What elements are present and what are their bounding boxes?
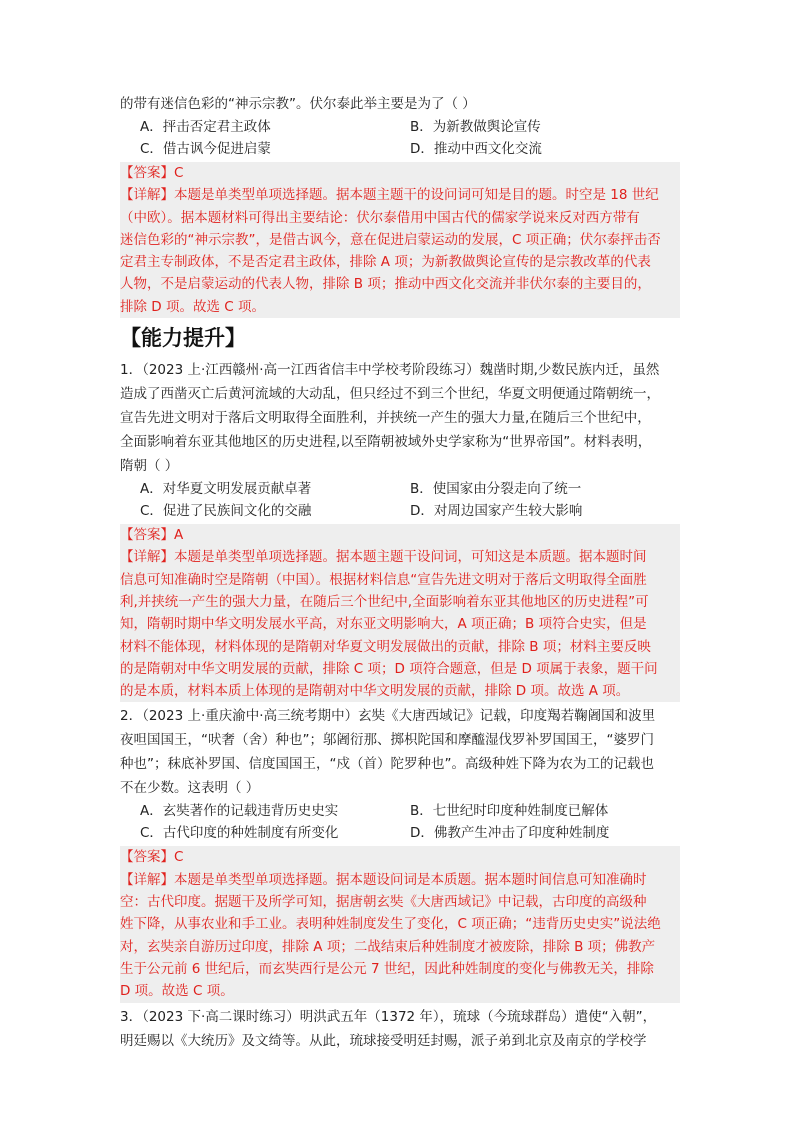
option-b: B．使国家由分裂走向了统一 [410,481,582,498]
option-d: D．推动中西文化交流 [410,141,542,157]
option-c: C．借古讽今促进启蒙 [140,141,271,157]
detail-line: 的是隋朝对中华文明发展的贡献，排除 C 项；D 项符合题意，但是 D 项属于表象，题干问 [120,660,658,677]
question-text-line: 3．（2023 下·高二课时练习）明洪武五年（1372 年），琉球（今琉球群岛）遣使“入朝”， [120,1008,657,1025]
option-d: D．佛教产生冲击了印度种姓制度 [410,825,610,842]
option-d: D．对周边国家产生较大影响 [410,503,583,520]
question-text-line: 的带有迷信色彩的“神示宗教”。伏尔泰此举主要是为了（ ） [120,96,476,112]
detail-line: 【详解】本题是单类型单项选择题。据本题主题干设问词，可知这是本质题。据本题时间 [120,549,647,566]
question-text-line: 不在少数。这表明（ ） [120,780,260,797]
detail-line: 空：古代印度。据题干及所学可知，据唐朝玄奘《大唐西域记》中记载，古印度的高级种 [120,894,647,911]
detail-line: 人物，不是启蒙运动的代表人物，排除 B 项；推动中西文化交流并非伏尔泰的主要目的， [120,276,651,293]
option-a: A．对华夏文明发展贡献卓著 [140,481,312,498]
question-1 [120,358,680,702]
detail-line: 姓下降，从事农业和手工业。表明种姓制度发生了变化，C 项正确；“违背历史史实”说法绝 [120,916,661,933]
question-text-line: 明廷赐以《大统历》及文绮等。从此，琉球接受明廷封赐，派子弟到北京及南京的学校学 [120,1032,647,1049]
question-text-line: 夜呾国国王，“吠奢（舍）种也”；邬阇衍那、掷枳陀国和摩醯湿伐罗补罗国国王，“婆罗门 [120,732,654,749]
answer-block [120,524,680,702]
option-c: C．促进了民族间文化的交融 [140,503,312,520]
answer-line: 【答案】A [120,527,184,544]
detail-line: 对，玄奘亲自游历过印度，排除 A 项；二战结束后种姓制度才被废除，排除 B 项；佛教产 [120,938,656,955]
question-2 [120,704,680,1002]
detail-line: 迷信色彩的“神示宗教”，是借古讽今，意在促进启蒙运动的发展，C 项正确；伏尔泰抨击否 [120,231,661,248]
section-title: 【能力提升】 [120,326,246,351]
options-grid [120,478,680,522]
detail-line: 信息可知准确时空是隋朝（中国）。根据材料信息“宣告先进文明对于落后文明取得全面胜 [120,571,647,588]
detail-line: 生于公元前 6 世纪后，而玄奘西行是公元 7 世纪，因此种姓制度的变化与佛教无关，排除 [120,960,654,977]
detail-line: 【详解】本题是单类型单项选择题。据本题设问词是本质题。据本题时间信息可知准确时 [120,871,647,888]
detail-line: 定君主专制政体，不是否定君主政体，排除 A 项；为新教做舆论宣传的是宗教改革的代表 [120,254,651,271]
question-text-line: 隋朝（ ） [120,458,179,475]
detail-line: 利,并挟统一产生的强大力量，在随后三个世纪中,全面影响着东亚其他地区的历史进程”可 [120,593,649,610]
answer-line: 【答案】C [120,849,184,866]
detail-line: 知，隋朝时期中华文明发展水平高，对东亚文明影响大，A 项正确；B 项符合史实，但是 [120,616,647,633]
detail-line: 的是本质，材料本质上体现的是隋朝对中华文明发展的贡献，排除 D 项。故选 A 项。 [120,683,630,700]
question-text-line: 宣告先进文明对于落后文明取得全面胜利，并挟统一产生的强大力量,在随后三个世纪中， [120,410,651,427]
question-text-line: 造成了西凿灭亡后黄河流域的大动乱，但只经过不到三个世纪，华夏文明便通过隋朝统一， [120,386,660,403]
question-text-line: 1．（2023 上·江西赣州·高一江西省信丰中学校考阶段练习）魏凿时期,少数民族内迁，虽然 [120,362,660,379]
option-b: B．七世纪时印度种姓制度已解体 [410,803,609,820]
option-a: A．玄奘著作的记载违背历史史实 [140,803,339,820]
question-3 [120,1005,680,1053]
detail-line: （中欧）。据本题材料可得出主要结论：伏尔泰借用中国古代的儒家学说来反对西方带有 [120,209,640,226]
answer-block [120,846,680,1002]
option-a: A．抨击否定君主政体 [140,119,271,135]
option-b: B．为新教做舆论宣传 [410,119,541,135]
question-text-line: 全面影响着东亚其他地区的历史进程,以至隋朝被域外史学家称为“世界帝国”。材料表明， [120,434,652,451]
options-grid [120,116,680,160]
options-grid [120,800,680,844]
detail-line: 材料不能体现，材料体现的是隋朝对华夏文明发展做出的贡献，排除 B 项；材料主要反映 [120,638,651,655]
question-text-line: 2．（2023 上·重庆渝中·高三统考期中）玄奘《大唐西域记》记载，印度羯若鞠阇国和波里 [120,708,656,725]
detail-line: 排除 D 项。故选 C 项。 [120,298,265,315]
option-c: C．古代印度的种姓制度有所变化 [140,825,339,842]
detail-line: 【详解】本题是单类型单项选择题。据本题主题干的设问词可知是目的题。时空是 18 世纪 [120,187,659,204]
answer-block [120,162,680,318]
question-intro [120,92,680,318]
question-text-line: 种也”；秣底补罗国、信度国国王，“戍（首）陀罗种也”。高级种姓下降为农为工的记载也 [120,756,654,773]
document-page [120,92,680,1053]
detail-line: D 项。故选 C 项。 [120,983,234,1000]
answer-line: 【答案】C [120,165,184,181]
